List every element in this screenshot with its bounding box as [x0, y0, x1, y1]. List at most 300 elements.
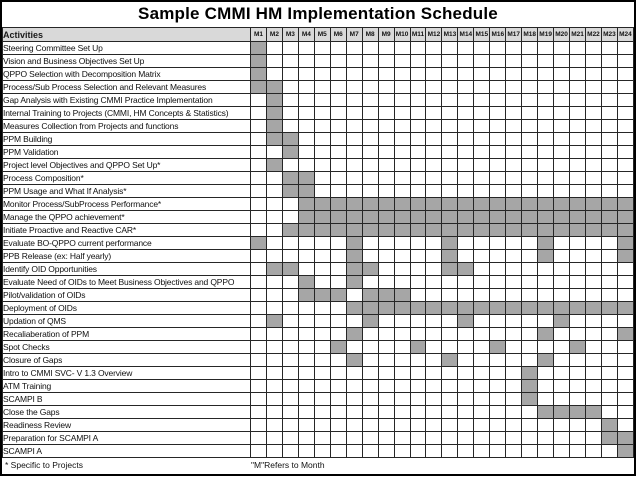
empty-cell — [522, 159, 538, 172]
empty-cell — [570, 393, 586, 406]
empty-cell — [570, 263, 586, 276]
empty-cell — [362, 68, 378, 81]
empty-cell — [426, 341, 442, 354]
empty-cell — [298, 94, 314, 107]
scheduled-cell — [266, 81, 282, 94]
empty-cell — [506, 367, 522, 380]
table-row — [3, 302, 634, 315]
empty-cell — [362, 432, 378, 445]
empty-cell — [570, 185, 586, 198]
empty-cell — [410, 419, 426, 432]
empty-cell — [298, 250, 314, 263]
empty-cell — [458, 42, 474, 55]
table-row — [3, 276, 634, 289]
footnote-specific-to-projects: * Specific to Projects — [5, 460, 83, 470]
table-row — [3, 406, 634, 419]
empty-cell — [570, 315, 586, 328]
scheduled-cell — [522, 380, 538, 393]
empty-cell — [506, 107, 522, 120]
empty-cell — [490, 146, 506, 159]
scheduled-cell — [298, 172, 314, 185]
empty-cell — [330, 406, 346, 419]
activity-label: Identify OID Opportunities — [3, 263, 251, 276]
empty-cell — [506, 250, 522, 263]
table-row — [3, 341, 634, 354]
scheduled-cell — [282, 172, 298, 185]
empty-cell — [426, 263, 442, 276]
empty-cell — [266, 250, 282, 263]
empty-cell — [538, 276, 554, 289]
empty-cell — [314, 250, 330, 263]
scheduled-cell — [330, 341, 346, 354]
scheduled-cell — [617, 237, 633, 250]
scheduled-cell — [251, 42, 267, 55]
empty-cell — [298, 146, 314, 159]
empty-cell — [522, 263, 538, 276]
empty-cell — [490, 94, 506, 107]
empty-cell — [426, 172, 442, 185]
empty-cell — [426, 159, 442, 172]
empty-cell — [426, 432, 442, 445]
table-row — [3, 354, 634, 367]
empty-cell — [378, 159, 394, 172]
scheduled-cell — [522, 198, 538, 211]
empty-cell — [298, 263, 314, 276]
empty-cell — [617, 419, 633, 432]
empty-cell — [586, 68, 602, 81]
empty-cell — [298, 107, 314, 120]
empty-cell — [346, 146, 362, 159]
empty-cell — [458, 107, 474, 120]
empty-cell — [410, 55, 426, 68]
empty-cell — [474, 315, 490, 328]
empty-cell — [251, 276, 267, 289]
scheduled-cell — [298, 185, 314, 198]
empty-cell — [458, 445, 474, 458]
empty-cell — [298, 406, 314, 419]
empty-cell — [266, 237, 282, 250]
empty-cell — [570, 133, 586, 146]
empty-cell — [554, 393, 570, 406]
table-row — [3, 198, 634, 211]
empty-cell — [506, 81, 522, 94]
empty-cell — [601, 276, 617, 289]
empty-cell — [362, 107, 378, 120]
empty-cell — [458, 94, 474, 107]
activity-label: PPM Validation — [3, 146, 251, 159]
empty-cell — [586, 172, 602, 185]
scheduled-cell — [617, 302, 633, 315]
scheduled-cell — [298, 224, 314, 237]
empty-cell — [586, 432, 602, 445]
empty-cell — [601, 341, 617, 354]
empty-cell — [554, 276, 570, 289]
scheduled-cell — [586, 224, 602, 237]
empty-cell — [458, 133, 474, 146]
empty-cell — [570, 172, 586, 185]
table-row — [3, 172, 634, 185]
empty-cell — [282, 367, 298, 380]
scheduled-cell — [601, 302, 617, 315]
scheduled-cell — [538, 198, 554, 211]
month-header-m7: M7 — [346, 28, 362, 42]
empty-cell — [570, 432, 586, 445]
table-row — [3, 159, 634, 172]
activity-label: Preparation for SCAMPI A — [3, 432, 251, 445]
empty-cell — [474, 250, 490, 263]
empty-cell — [474, 120, 490, 133]
empty-cell — [282, 55, 298, 68]
empty-cell — [474, 42, 490, 55]
empty-cell — [251, 341, 267, 354]
empty-cell — [474, 289, 490, 302]
empty-cell — [346, 341, 362, 354]
scheduled-cell — [601, 432, 617, 445]
empty-cell — [554, 81, 570, 94]
empty-cell — [586, 419, 602, 432]
empty-cell — [266, 55, 282, 68]
empty-cell — [458, 120, 474, 133]
empty-cell — [314, 55, 330, 68]
footer — [2, 458, 634, 474]
empty-cell — [426, 445, 442, 458]
empty-cell — [378, 81, 394, 94]
empty-cell — [266, 146, 282, 159]
empty-cell — [474, 237, 490, 250]
empty-cell — [394, 94, 410, 107]
scheduled-cell — [394, 198, 410, 211]
empty-cell — [378, 419, 394, 432]
empty-cell — [330, 146, 346, 159]
empty-cell — [266, 432, 282, 445]
empty-cell — [601, 42, 617, 55]
empty-cell — [554, 107, 570, 120]
empty-cell — [394, 107, 410, 120]
empty-cell — [378, 120, 394, 133]
empty-cell — [298, 133, 314, 146]
empty-cell — [394, 406, 410, 419]
scheduled-cell — [251, 237, 267, 250]
empty-cell — [330, 185, 346, 198]
scheduled-cell — [617, 211, 633, 224]
empty-cell — [251, 328, 267, 341]
empty-cell — [586, 107, 602, 120]
empty-cell — [442, 120, 458, 133]
scheduled-cell — [586, 406, 602, 419]
empty-cell — [266, 211, 282, 224]
empty-cell — [298, 419, 314, 432]
empty-cell — [538, 146, 554, 159]
empty-cell — [378, 250, 394, 263]
empty-cell — [490, 172, 506, 185]
empty-cell — [266, 302, 282, 315]
empty-cell — [251, 185, 267, 198]
empty-cell — [458, 159, 474, 172]
scheduled-cell — [522, 211, 538, 224]
empty-cell — [490, 250, 506, 263]
activity-label: QPPO Selection with Decomposition Matrix — [3, 68, 251, 81]
empty-cell — [378, 276, 394, 289]
table-row — [3, 328, 634, 341]
empty-cell — [426, 120, 442, 133]
scheduled-cell — [426, 198, 442, 211]
scheduled-cell — [251, 81, 267, 94]
empty-cell — [282, 68, 298, 81]
scheduled-cell — [601, 224, 617, 237]
scheduled-cell — [378, 289, 394, 302]
empty-cell — [410, 68, 426, 81]
empty-cell — [314, 276, 330, 289]
empty-cell — [490, 367, 506, 380]
scheduled-cell — [346, 276, 362, 289]
empty-cell — [298, 341, 314, 354]
empty-cell — [282, 393, 298, 406]
empty-cell — [554, 42, 570, 55]
month-header-m2: M2 — [266, 28, 282, 42]
scheduled-cell — [490, 341, 506, 354]
empty-cell — [394, 393, 410, 406]
table-row — [3, 68, 634, 81]
scheduled-cell — [266, 120, 282, 133]
scheduled-cell — [346, 354, 362, 367]
empty-cell — [330, 419, 346, 432]
empty-cell — [617, 172, 633, 185]
scheduled-cell — [266, 94, 282, 107]
scheduled-cell — [298, 198, 314, 211]
empty-cell — [522, 120, 538, 133]
empty-cell — [314, 120, 330, 133]
empty-cell — [506, 419, 522, 432]
scheduled-cell — [442, 224, 458, 237]
empty-cell — [506, 393, 522, 406]
empty-cell — [570, 120, 586, 133]
empty-cell — [394, 354, 410, 367]
scheduled-cell — [314, 224, 330, 237]
empty-cell — [282, 289, 298, 302]
empty-cell — [378, 406, 394, 419]
scheduled-cell — [410, 341, 426, 354]
empty-cell — [458, 393, 474, 406]
empty-cell — [314, 185, 330, 198]
empty-cell — [346, 42, 362, 55]
empty-cell — [601, 406, 617, 419]
header-row — [3, 28, 634, 42]
empty-cell — [314, 380, 330, 393]
scheduled-cell — [617, 250, 633, 263]
empty-cell — [330, 393, 346, 406]
empty-cell — [538, 81, 554, 94]
empty-cell — [410, 237, 426, 250]
empty-cell — [458, 172, 474, 185]
empty-cell — [554, 237, 570, 250]
schedule-table — [2, 27, 634, 458]
empty-cell — [490, 432, 506, 445]
empty-cell — [378, 445, 394, 458]
empty-cell — [362, 55, 378, 68]
empty-cell — [346, 81, 362, 94]
empty-cell — [282, 380, 298, 393]
empty-cell — [554, 185, 570, 198]
empty-cell — [442, 315, 458, 328]
empty-cell — [251, 432, 267, 445]
empty-cell — [490, 263, 506, 276]
empty-cell — [586, 315, 602, 328]
activity-label: Evaluate BO-QPPO current performance — [3, 237, 251, 250]
empty-cell — [410, 146, 426, 159]
empty-cell — [474, 341, 490, 354]
scheduled-cell — [362, 289, 378, 302]
empty-cell — [298, 81, 314, 94]
empty-cell — [617, 354, 633, 367]
scheduled-cell — [410, 224, 426, 237]
empty-cell — [554, 94, 570, 107]
empty-cell — [586, 237, 602, 250]
empty-cell — [474, 406, 490, 419]
empty-cell — [458, 55, 474, 68]
table-row — [3, 393, 634, 406]
empty-cell — [506, 185, 522, 198]
empty-cell — [251, 211, 267, 224]
empty-cell — [426, 107, 442, 120]
empty-cell — [554, 419, 570, 432]
table-row — [3, 250, 634, 263]
empty-cell — [442, 367, 458, 380]
empty-cell — [426, 406, 442, 419]
empty-cell — [330, 315, 346, 328]
empty-cell — [522, 432, 538, 445]
table-row — [3, 367, 634, 380]
empty-cell — [442, 81, 458, 94]
activity-label: Vision and Business Objectives Set Up — [3, 55, 251, 68]
empty-cell — [426, 419, 442, 432]
empty-cell — [314, 393, 330, 406]
scheduled-cell — [266, 263, 282, 276]
empty-cell — [506, 68, 522, 81]
scheduled-cell — [298, 289, 314, 302]
empty-cell — [474, 159, 490, 172]
scheduled-cell — [538, 224, 554, 237]
empty-cell — [266, 224, 282, 237]
empty-cell — [410, 185, 426, 198]
empty-cell — [586, 42, 602, 55]
empty-cell — [617, 42, 633, 55]
empty-cell — [266, 68, 282, 81]
scheduled-cell — [410, 198, 426, 211]
empty-cell — [586, 263, 602, 276]
scheduled-cell — [538, 237, 554, 250]
empty-cell — [346, 172, 362, 185]
empty-cell — [586, 328, 602, 341]
empty-cell — [362, 94, 378, 107]
empty-cell — [378, 367, 394, 380]
empty-cell — [394, 276, 410, 289]
empty-cell — [330, 55, 346, 68]
empty-cell — [362, 120, 378, 133]
empty-cell — [410, 354, 426, 367]
empty-cell — [442, 419, 458, 432]
scheduled-cell — [442, 302, 458, 315]
scheduled-cell — [617, 432, 633, 445]
empty-cell — [378, 380, 394, 393]
empty-cell — [314, 237, 330, 250]
empty-cell — [522, 354, 538, 367]
empty-cell — [458, 380, 474, 393]
empty-cell — [282, 328, 298, 341]
scheduled-cell — [522, 393, 538, 406]
empty-cell — [410, 367, 426, 380]
month-header-m23: M23 — [601, 28, 617, 42]
empty-cell — [346, 419, 362, 432]
scheduled-cell — [570, 302, 586, 315]
empty-cell — [490, 445, 506, 458]
empty-cell — [586, 55, 602, 68]
empty-cell — [474, 328, 490, 341]
empty-cell — [314, 133, 330, 146]
scheduled-cell — [538, 354, 554, 367]
scheduled-cell — [378, 198, 394, 211]
empty-cell — [362, 328, 378, 341]
scheduled-cell — [378, 224, 394, 237]
empty-cell — [538, 341, 554, 354]
scheduled-cell — [442, 198, 458, 211]
empty-cell — [378, 393, 394, 406]
empty-cell — [554, 432, 570, 445]
empty-cell — [362, 445, 378, 458]
empty-cell — [442, 133, 458, 146]
empty-cell — [251, 133, 267, 146]
empty-cell — [330, 237, 346, 250]
empty-cell — [410, 380, 426, 393]
footnote-month-definition: "M"Refers to Month — [251, 460, 325, 470]
empty-cell — [506, 133, 522, 146]
empty-cell — [330, 302, 346, 315]
empty-cell — [394, 419, 410, 432]
empty-cell — [538, 315, 554, 328]
empty-cell — [282, 81, 298, 94]
empty-cell — [251, 289, 267, 302]
empty-cell — [330, 120, 346, 133]
scheduled-cell — [570, 224, 586, 237]
activity-label: Close the Gaps — [3, 406, 251, 419]
month-header-m12: M12 — [426, 28, 442, 42]
empty-cell — [298, 237, 314, 250]
empty-cell — [522, 250, 538, 263]
empty-cell — [586, 276, 602, 289]
empty-cell — [554, 159, 570, 172]
empty-cell — [346, 289, 362, 302]
empty-cell — [522, 55, 538, 68]
empty-cell — [490, 354, 506, 367]
empty-cell — [506, 55, 522, 68]
month-header-m6: M6 — [330, 28, 346, 42]
month-header-m16: M16 — [490, 28, 506, 42]
empty-cell — [346, 406, 362, 419]
empty-cell — [522, 185, 538, 198]
empty-cell — [330, 68, 346, 81]
table-row — [3, 133, 634, 146]
scheduled-cell — [570, 406, 586, 419]
table-row — [3, 42, 634, 55]
empty-cell — [442, 42, 458, 55]
table-row — [3, 263, 634, 276]
empty-cell — [362, 250, 378, 263]
scheduled-cell — [266, 107, 282, 120]
empty-cell — [554, 367, 570, 380]
empty-cell — [570, 276, 586, 289]
empty-cell — [522, 172, 538, 185]
empty-cell — [601, 159, 617, 172]
empty-cell — [330, 42, 346, 55]
